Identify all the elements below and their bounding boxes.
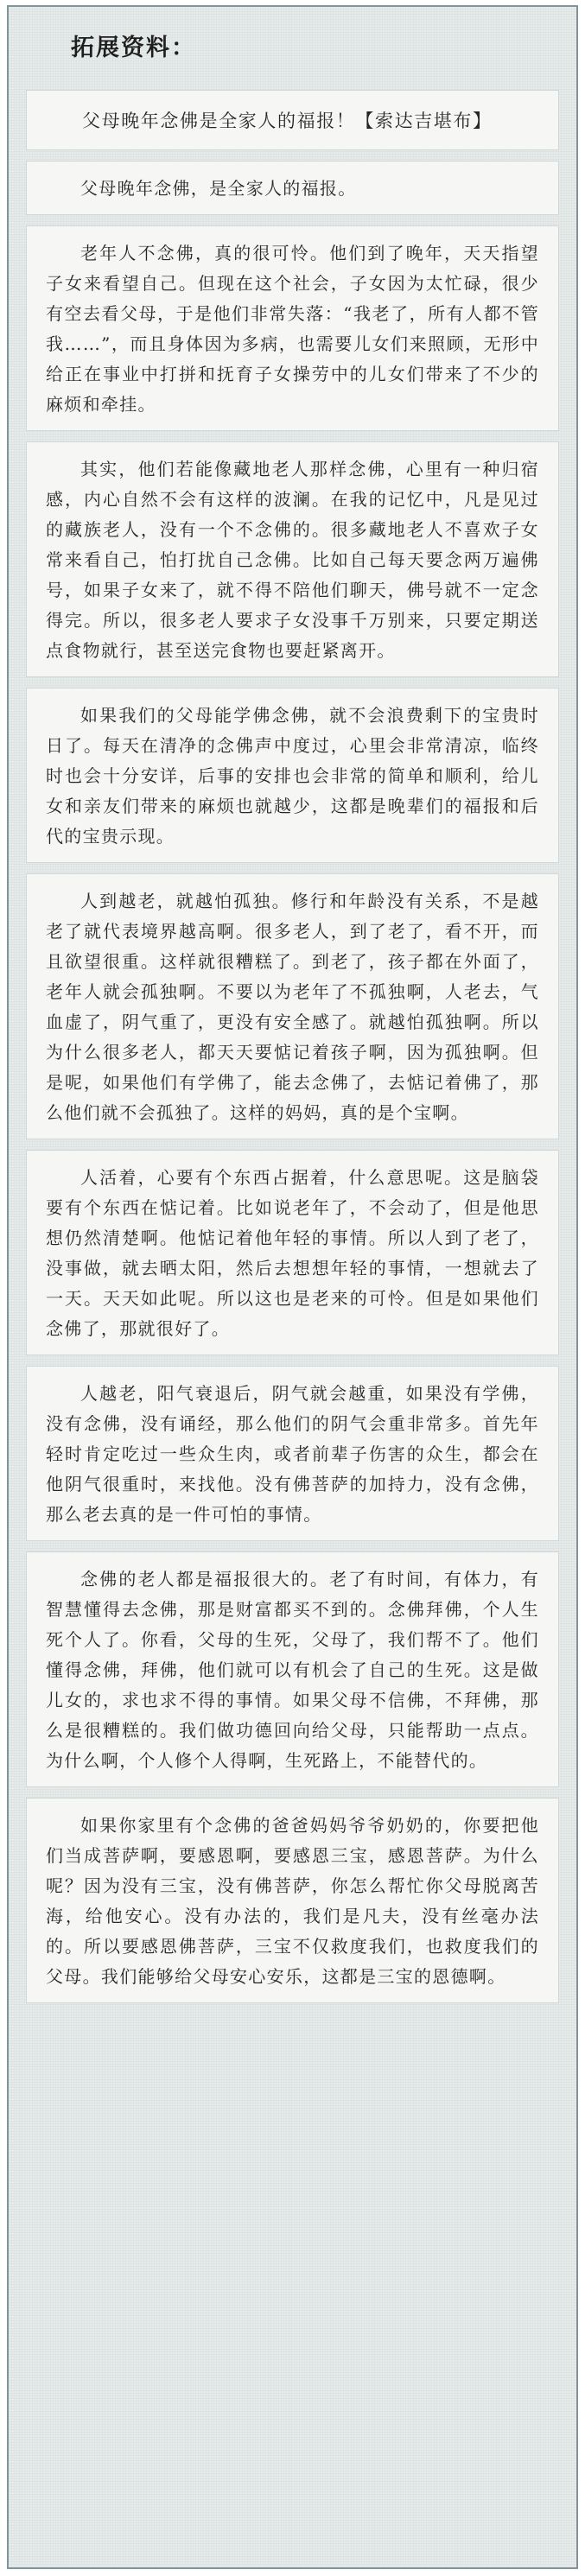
paragraph-box — [26, 1551, 559, 1787]
paragraph: 其实，他们若能像藏地老人那样念佛，心里有一种归宿感，内心自然不会有这样的波澜。在我的记忆中，凡是见过的藏族老人，没有一个不念佛的。很多藏地老人不喜欢子女常来看自己，怕打扰自己念佛。比如自己每天要念两万遍佛号，如果子女来了，就不得不陪他们聊天，佛号就不一定念得完。所以，很多老人要求子女没事千万别来，只要定期送点食物就行，甚至送完食物也要赶紧离开。 — [46, 459, 539, 661]
section-heading: 拓展资料： — [71, 35, 196, 61]
paragraph-box — [26, 688, 559, 863]
paragraph: 人越老，阳气衰退后，阴气就会越重，如果没有学佛，没有念佛，没有诵经，那么他们的阴气会重非常多。首先年轻时肯定吃过一些众生肉，或者前辈子伤害的众生，都会在他阴气很重时，来找他。没有佛菩萨的加持力，没有念佛，那么老去真的是一件可怕的事情。 — [46, 1383, 539, 1525]
paragraph: 念佛的老人都是福报很大的。老了有时间，有体力，有智慧懂得去念佛，那是财富都买不到的。念佛拜佛，个人生死个人了。你看，父母的生死，父母了，我们帮不了。他们懂得念佛，拜佛，他们就可以有机会了自己的生死。这是做儿女的，求也求不得的事情。如果父母不信佛，不拜佛，那么是很糟糕的。我们做功德回向给父母，只能帮助一点点。为什么啊，个人修个人得啊，生死路上，不能替代的。 — [46, 1569, 539, 1771]
paragraph: 如果你家里有个念佛的爸爸妈妈爷爷奶奶的，你要把他们当成菩萨啊，要感恩啊，要感恩三宝，感恩菩萨。为什么呢？因为没有三宝，没有佛菩萨，你怎么帮忙你父母脱离苦海，给他安心。没有办法的，我们是凡夫，没有丝毫办法的。所以要感恩佛菩萨，三宝不仅救度我们，也救度我们的父母。我们能够给父母安心安乐，这都是三宝的恩德啊。 — [46, 1815, 539, 1987]
paragraph-box — [26, 225, 559, 431]
article-title: 父母晚年念佛是全家人的福报！【索达吉堪布】 — [82, 111, 493, 131]
paragraph-box — [26, 1366, 559, 1541]
paragraph-box — [26, 161, 559, 215]
paragraph-box — [26, 873, 559, 1139]
paragraph: 如果我们的父母能学佛念佛，就不会浪费剩下的宝贵时日了。每天在清净的念佛声中度过，心里会非常清凉，临终时也会十分安详，后事的安排也会非常的简单和顺利，给儿女和亲友们带来的麻烦也就越少，这都是晚辈们的福报和后代的宝贵示现。 — [46, 705, 539, 847]
paragraph: 人活着，心要有个东西占据着，什么意思呢。这是脑袋要有个东西在惦记着。比如说老年了，不会动了，但是他思想仍然清楚啊。他惦记着他年轻的事情。所以人到了老了，没事做，就去晒太阳，然后去想想年轻的事情，一想就去了一天。天天如此呢。所以这也是老来的可怜。但是如果他们念佛了，那就很好了。 — [46, 1167, 539, 1339]
title-box — [26, 90, 559, 150]
paragraph: 人到越老，就越怕孤独。修行和年龄没有关系，不是越老了就代表境界越高啊。很多老人，到了老了，看不开，而且欲望很重。这样就很糟糕了。到老了，孩子都在外面了，老年人就会孤独啊。不要以为老年了不孤独啊，人老去，气血虚了，阴气重了，更没有安全感了。就越怕孤独啊。所以为什么很多老人，都天天要惦记着孩子啊，因为孤独啊。但是呢，如果他们有学佛了，能去念佛了，去惦记着佛了，那么他们就不会孤独了。这样的妈妈，真的是个宝啊。 — [46, 891, 539, 1123]
paragraph: 父母晚年念佛，是全家人的福报。 — [80, 178, 357, 199]
paragraph-box — [26, 1150, 559, 1355]
paragraph: 老年人不念佛，真的很可怜。他们到了晚年，天天指望子女来看望自己。但现在这个社会，子女因为太忙碌，很少有空去看父母，于是他们非常失落：“我老了，所有人都不管我……”，而且身体因为多病，也需要儿女们来照顾，无形中给正在事业中打拼和抚育子女操劳中的儿女们带来了不少的麻烦和牵挂。 — [46, 243, 539, 415]
paragraph-box — [26, 441, 559, 677]
paragraph-box — [26, 1798, 559, 2003]
article-frame — [7, 5, 578, 2569]
